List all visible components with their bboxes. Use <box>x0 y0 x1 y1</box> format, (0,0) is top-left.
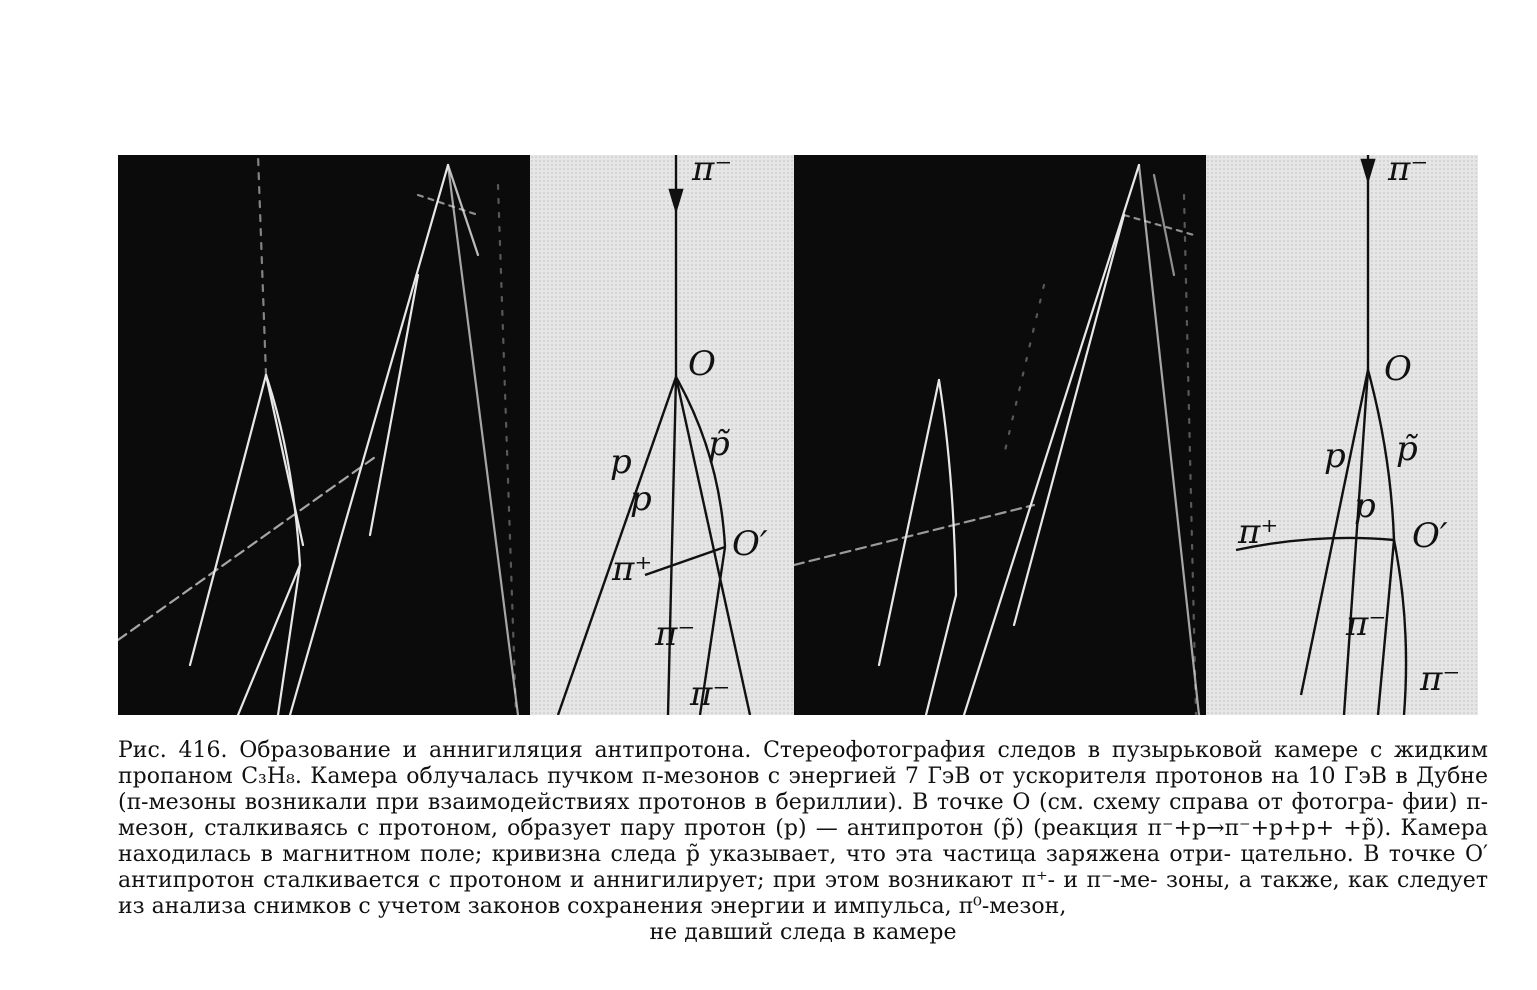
label-pi-minus-mid: π⁻ <box>655 614 696 654</box>
caption-line: зоны, а также, как следует из анализа снимков с учетом законов сохранения энергии и импульса, π⁰-мезон, <box>118 868 1489 919</box>
label-pi-minus-top-2: π⁻ <box>1388 155 1429 189</box>
label-pi-minus-mid-2: π⁻ <box>1346 604 1387 644</box>
label-p-outer-2: p <box>1324 436 1346 476</box>
figure-caption <box>118 738 1488 946</box>
label-p-tilde-2: p̃ <box>1396 429 1418 469</box>
caption-line: пропаном C₃H₈. Камера облучалась пучком π-мезонов с энергией 7 ГэВ от ускорителя протонов на 10 ГэВ в <box>118 764 1408 789</box>
label-o-prime-2: O′ <box>1412 516 1448 556</box>
stereo-figure <box>118 155 1478 715</box>
photo-left <box>118 155 530 715</box>
scheme-drawing-left <box>530 155 794 715</box>
caption-line: +p̃). Камера находилась в магнитном поле; кривизна следа p̃ указывает, что эта частица заряжена отри- <box>118 816 1488 867</box>
label-o: O <box>688 344 716 384</box>
label-pi-minus-bottom: π⁻ <box>690 674 731 714</box>
scheme-drawing-right <box>1206 155 1478 715</box>
scheme-left <box>530 155 794 715</box>
caption-line: не давший следа в камере <box>649 920 957 945</box>
caption-line: фии) π-мезон, сталкиваясь с протоном, образует пару протон (p) — антипротон (p̃) (реакция π⁻+p→π⁻+p+p+ <box>118 790 1488 841</box>
label-p-inner: p <box>630 479 652 519</box>
bubble-tracks-left <box>118 155 530 715</box>
label-pi-minus-bottom-2: π⁻ <box>1420 659 1461 699</box>
label-o-2: O <box>1384 349 1412 389</box>
label-pi-minus-top: π⁻ <box>692 155 733 189</box>
bubble-tracks-right <box>794 155 1206 715</box>
caption-line: цательно. В точке O′ антипротон сталкивается с протоном и аннигилирует; при этом возникают π⁺- и π⁻-ме- <box>118 842 1489 893</box>
label-pi-plus-2: π⁺ <box>1238 512 1279 552</box>
label-pi-plus: π⁺ <box>612 549 653 589</box>
scheme-right <box>1206 155 1478 715</box>
caption-line: Дубне (π-мезоны возникали при взаимодействиях протонов в бериллии). В точке O (см. схему справа от фотогра- <box>118 764 1488 815</box>
photo-right <box>794 155 1206 715</box>
label-p-inner-2: p <box>1354 486 1376 526</box>
label-p-outer: p <box>610 442 632 482</box>
label-o-prime: O′ <box>732 524 768 564</box>
caption-line: Рис. 416. Образование и аннигиляция антипротона. Стереофотография следов в пузырьковой камере с жидким <box>118 738 1488 763</box>
label-p-tilde: p̃ <box>708 424 730 464</box>
